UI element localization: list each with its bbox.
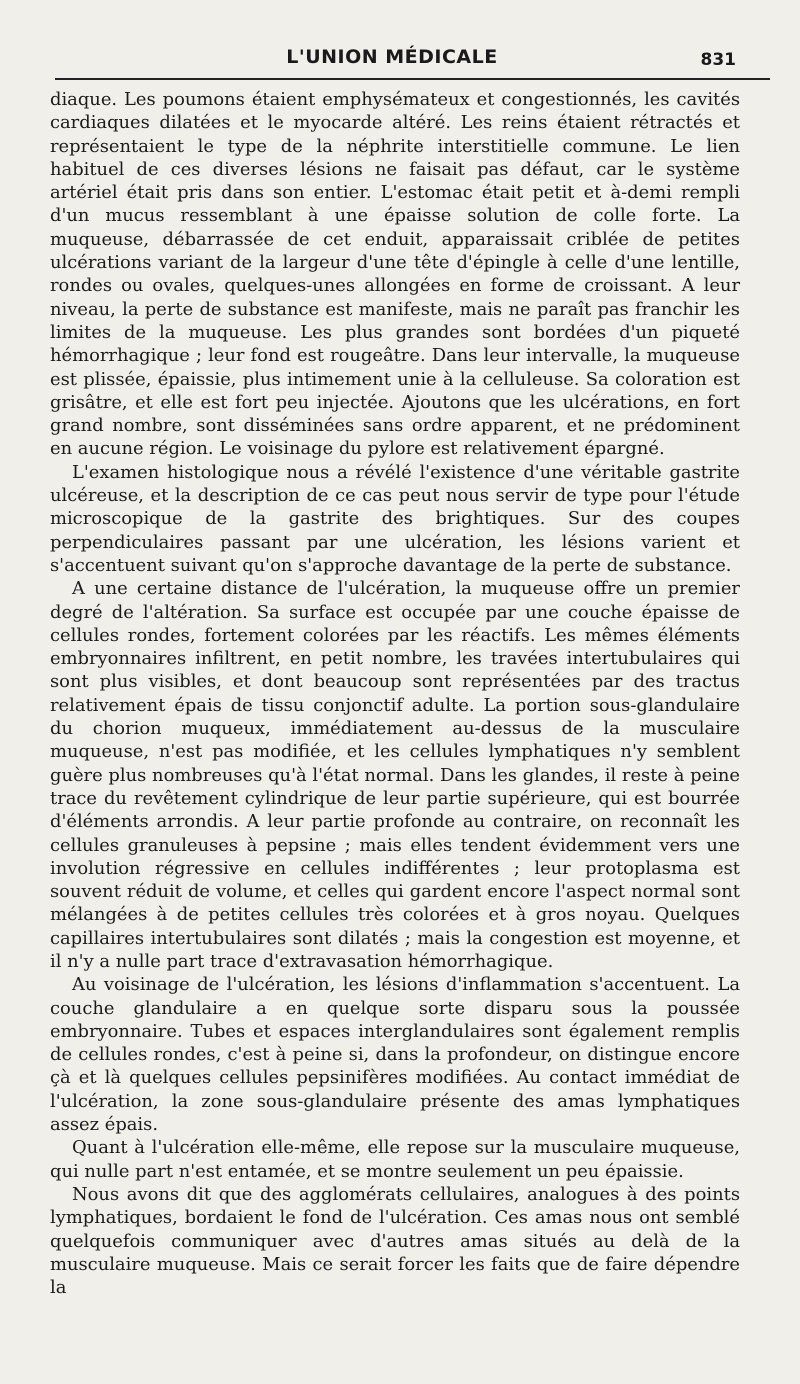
paragraph: Au voisinage de l'ulcération, les lésions d'inflammation s'accentuent. La couche glandulaire a en quelque sorte disparu sous la poussée embryonnaire. Tubes et espaces interglandulaires sont également remplis de cellules rondes, c'est à peine si, dans la profondeur, on distingue encore çà et là quelques cellules pepsinifères modifiées. Au contact immédiat de l'ulcération, la zone sous-glandulaire présente des amas lymphatiques assez épais. [50,974,740,1136]
page-number: 831 [700,50,736,70]
journal-title: L'UNION MÉDICALE [286,46,498,68]
paragraph: Nous avons dit que des agglomérats cellulaires, analogues à des points lymphatiques, bordaient le fond de l'ulcération. Ces amas nous ont semblé quelquefois communiquer avec d'autres amas situés au delà de la musculaire muqueuse. Mais ce serait forcer les faits que de faire dépendre la [50,1183,740,1299]
running-header [48,42,736,72]
body-text [50,88,740,1299]
paragraph: Quant à l'ulcération elle-même, elle repose sur la musculaire muqueuse, qui nulle part n'est entamée, et se montre seulement un peu épaissie. [50,1137,740,1182]
paragraph: A une certaine distance de l'ulcération, la muqueuse offre un premier degré de l'altération. Sa surface est occupée par une couche épaisse de cellules rondes, fortement colorées par les réactifs. Les mêmes éléments embryonnaires infiltrent, en petit nombre, les travées intertubulaires qui sont plus visibles, et dont beaucoup sont représentées par des tractus relativement épais de tissu conjonctif adulte. La portion sous-glandulaire du chorion muqueux, immédiatement au-dessus de la musculaire muqueuse, n'est pas modifiée, et les cellules lymphatiques n'y semblent guère plus nombreuses qu'à l'état normal. Dans les glandes, il reste à peine trace du revêtement cylindrique de leur partie supérieure, qui est bourrée d'éléments arrondis. A leur partie profonde au contraire, on reconnaît les cellules granuleuses à pepsine ; mais elles tendent évidemment vers une involution régressive en cellules indifférentes ; leur protoplasma est souvent réduit de volume, et celles qui gardent encore l'aspect normal sont mélangées à de petites cellules très colorées et à gros noyau. Quelques capillaires intertubulaires sont dilatés ; mais la congestion est moyenne, et il n'y a nulle part trace d'extravasation hémorrhagique. [50,578,740,972]
paragraph: L'examen histologique nous a révélé l'existence d'une véritable gastrite ulcéreuse, et la description de ce cas peut nous servir de type pour l'étude microscopique de la gastrite des brightiques. Sur des coupes perpendiculaires passant par une ulcération, les lésions varient et s'accentuent suivant qu'on s'approche davantage de la perte de substance. [50,461,740,576]
header-rule [55,78,770,80]
paragraph: diaque. Les poumons étaient emphysémateux et congestionnés, les cavités cardiaques dilatées et le myocarde altéré. Les reins étaient rétractés et représentaient le type de la néphrite interstitielle commune. Le lien habituel de ces diverses lésions ne faisait pas défaut, car le système artériel était pris dans son entier. L'estomac était petit et à-demi rempli d'un mucus ressemblant à une épaisse solution de colle forte. La muqueuse, débarrassée de cet enduit, apparaissait criblée de petites ulcérations variant de la largeur d'une tête d'épingle à celle d'une lentille, rondes ou ovales, quelques-unes allongées en forme de croissant. A leur niveau, la perte de substance est manifeste, mais ne paraît pas franchir les limites de la muqueuse. Les plus grandes sont bordées d'un piqueté hémorrhagique ; leur fond est rougeâtre. Dans leur intervalle, la muqueuse est plissée, épaissie, plus intimement unie à la celluleuse. Sa coloration est grisâtre, et elle est fort peu injectée. Ajoutons que les ulcérations, en fort grand nombre, sont disséminées sans ordre apparent, et ne prédominent en aucune région. Le voisinage du pylore est relativement épargné. [50,89,740,460]
